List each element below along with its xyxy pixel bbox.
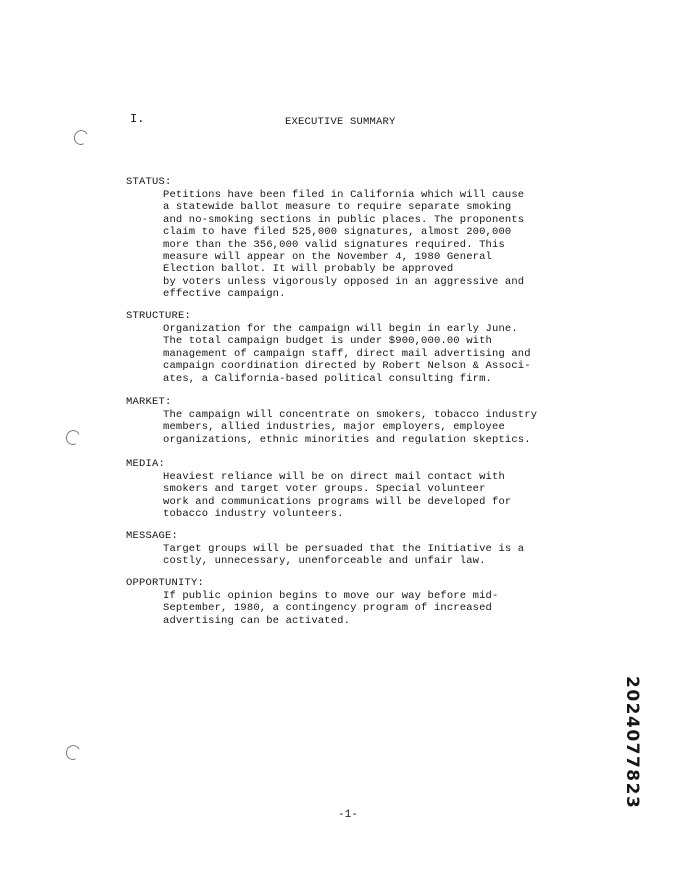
- section-label: MARKET:: [126, 396, 172, 408]
- body-line: If public opinion begins to move our way before mid-: [163, 590, 499, 602]
- section-body: [163, 543, 573, 568]
- punch-hole-bottom: [64, 743, 82, 762]
- body-line: and no-smoking sections in public places. The proponents: [163, 213, 525, 226]
- section-body: [163, 471, 573, 521]
- body-line: management of campaign staff, direct mail advertising and: [163, 347, 531, 360]
- body-line: advertising can be activated.: [163, 614, 351, 627]
- body-line: ates, a California-based political consulting firm.: [163, 372, 493, 385]
- body-line: Heaviest reliance will be on direct mail contact with: [163, 471, 505, 483]
- body-line: costly, unnecessary, unenforceable and unfair law.: [163, 555, 486, 568]
- body-line: Target groups will be persuaded that the Initiative is a: [163, 543, 525, 555]
- page-number: -1-: [338, 809, 358, 821]
- body-line: Organization for the campaign will begin in early June.: [163, 323, 518, 335]
- section-label: OPPORTUNITY:: [126, 577, 205, 589]
- section-number: I.: [130, 112, 145, 126]
- body-line: measure will appear on the November 4, 1980 General: [163, 251, 493, 264]
- body-line: work and communications programs will be developed for: [163, 495, 512, 508]
- body-line: organizations, ethnic minorities and regulation skeptics.: [163, 433, 531, 446]
- punch-hole-middle: [64, 428, 82, 447]
- section-body: [163, 323, 573, 385]
- bates-number: 2024077823: [622, 676, 642, 810]
- body-line: effective campaign.: [163, 288, 286, 301]
- section-status: [126, 176, 586, 301]
- section-label: MESSAGE:: [126, 530, 179, 542]
- body-line: smokers and target voter groups. Special volunteer: [163, 483, 486, 496]
- body-line: The total campaign budget is under $900,000.00 with: [163, 335, 493, 348]
- body-line: more than the 356,000 valid signatures required. This: [163, 238, 505, 251]
- body-line: Petitions have been filed in California which will cause: [163, 189, 525, 201]
- section-body: [163, 409, 573, 446]
- section-body: [163, 189, 573, 301]
- body-line: tobacco industry volunteers.: [163, 508, 344, 521]
- punch-hole-top: [72, 128, 90, 147]
- section-label: STRUCTURE:: [126, 310, 192, 322]
- body-line: The campaign will concentrate on smokers, tobacco industry: [163, 409, 538, 421]
- section-opportunity: [126, 577, 586, 627]
- bates-stamp: [620, 676, 644, 810]
- section-body: [163, 590, 573, 627]
- body-line: claim to have filed 525,000 signatures, almost 200,000: [163, 226, 512, 239]
- section-label: STATUS:: [126, 176, 172, 188]
- body-line: September, 1980, a contingency program of increased: [163, 602, 493, 615]
- section-media: [126, 458, 586, 521]
- body-line: by voters unless vigorously opposed in an aggressive and: [163, 275, 525, 288]
- section-message: [126, 530, 586, 568]
- section-market: [126, 396, 586, 446]
- body-line: members, allied industries, major employers, employee: [163, 421, 505, 434]
- body-line: Election ballot. It will probably be approved: [163, 263, 454, 276]
- section-structure: [126, 310, 586, 385]
- body-line: campaign coordination directed by Robert Nelson & Associ-: [163, 360, 531, 373]
- body-line: a statewide ballot measure to require separate smoking: [163, 201, 512, 214]
- page-title: EXECUTIVE SUMMARY: [285, 116, 396, 128]
- section-label: MEDIA:: [126, 458, 166, 470]
